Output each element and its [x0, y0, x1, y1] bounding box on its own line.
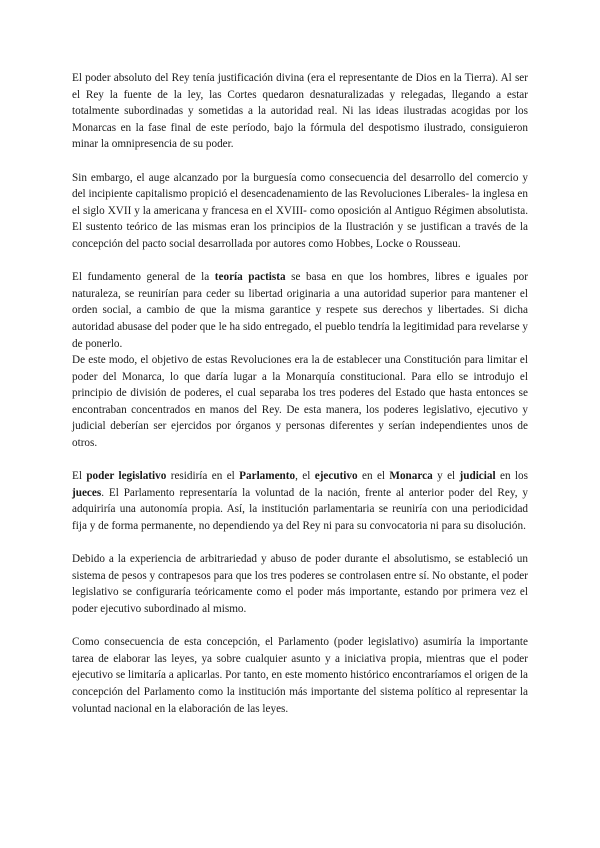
- bold-term-parlamento: Parlamento: [239, 470, 296, 483]
- bold-term-judicial: judicial: [459, 470, 496, 483]
- bold-term-teoria-pactista: teoría pactista: [214, 271, 286, 284]
- text-span: y el: [432, 470, 460, 483]
- bold-term-jueces: jueces: [72, 486, 102, 499]
- text-span: El fundamento general de la: [72, 271, 215, 284]
- paragraph-parliament-role: Como consecuencia de esta concepción, el Parlamento (poder legislativo) asumiría la importante tarea de elaborar las leyes, ya sobre cualquier asunto y a iniciativa propia, mientras que el poder ejecutivo se limitaría a aplicarlas. Por tanto, en este momento histórico encontraríamos el origen de la concepción del Parlamento como la institución más importante del sistema político al representar la voluntad nacional en la elaboración de las leyes.: [72, 636, 528, 715]
- bold-term-poder-legislativo: poder legislativo: [86, 470, 167, 483]
- text-span: El: [72, 470, 87, 483]
- paragraph-checks-and-balances: Debido a la experiencia de arbitrariedad y abuso de poder durante el absolutismo, se estableció un sistema de pesos y contrapesos para que los tres poderes se controlasen entre sí. No obstante, el poder legislativo se configuraría teóricamente como el poder más importante, estando por primera vez el poder ejecutivo subordinado al mismo.: [72, 553, 528, 615]
- bold-term-monarca: Monarca: [389, 470, 433, 483]
- text-span: . El Parlamento representaría la voluntad de la nación, frente al anterior poder del Rey, y adquiriría una autonomía propia. Así, la institución parlamentaria se reuniría con una periodicidad fija y de forma permanente, no dependiendo ya del Rey ni para su convocatoria ni para su disolución.: [72, 486, 528, 533]
- paragraph-absolutism: El poder absoluto del Rey tenía justificación divina (era el representante de Dios en la Tierra). Al ser el Rey la fuente de la ley, las Cortes quedaron desnaturalizadas y relegadas, llegando a estar totalmente subordinadas y sometidas a la autoridad real. Ni las ideas ilustradas acogidas por los Monarcas en la fase final de este período, bajo la fórmula del despotismo ilustrado, consiguieron minar la omnipresencia de su poder.: [72, 72, 528, 151]
- paragraph-division-of-powers: De este modo, el objetivo de estas Revoluciones era la de establecer una Constitución para limitar el poder del Monarca, lo que daría lugar a la Monarquía constitucional. Para ello se introdujo el principio de división de poderes, el cual separaba los tres poderes del Estado que hasta entonces se encontraban concentrados en manos del Rey. De esta manera, los poderes legislativo, ejecutivo y judicial deberían ser ejercidos por órganos y personas diferentes y serían independientes unos de otros.: [72, 354, 528, 450]
- bold-term-ejecutivo: ejecutivo: [314, 470, 358, 483]
- text-span: se basa en que los hombres, libres e iguales por naturaleza, se reunirían para ceder su libertad originaria a una autoridad superior para mantener el orden social, a cambio de que la misma garantice y respete sus derechos y libertades. Si dicha autoridad abusase del poder que le ha sido entregado, el pueblo tendría la legitimidad para revelarse y de ponerlo.: [72, 271, 528, 350]
- paragraph-social-pact: [72, 269, 528, 352]
- text-span: residiría en el: [166, 470, 240, 483]
- text-span: en el: [357, 470, 390, 483]
- text-span: en los: [495, 470, 528, 483]
- document-page: [72, 70, 528, 717]
- paragraph-liberal-revolutions: Sin embargo, el auge alcanzado por la burguesía como consecuencia del desarrollo del comercio y del incipiente capitalismo propició el desencadenamiento de las Revoluciones Liberales- la inglesa en el siglo XVII y la americana y francesa en el XVIII- como oposición al Antiguo Régimen absolutista. El sustento teórico de las mismas eran los principios de la Ilustración y se justifican a través de la concepción del pacto social desarrollada por autores como Hobbes, Locke o Rousseau.: [72, 171, 528, 250]
- paragraph-powers-assignment: [72, 468, 528, 534]
- text-span: , el: [295, 470, 315, 483]
